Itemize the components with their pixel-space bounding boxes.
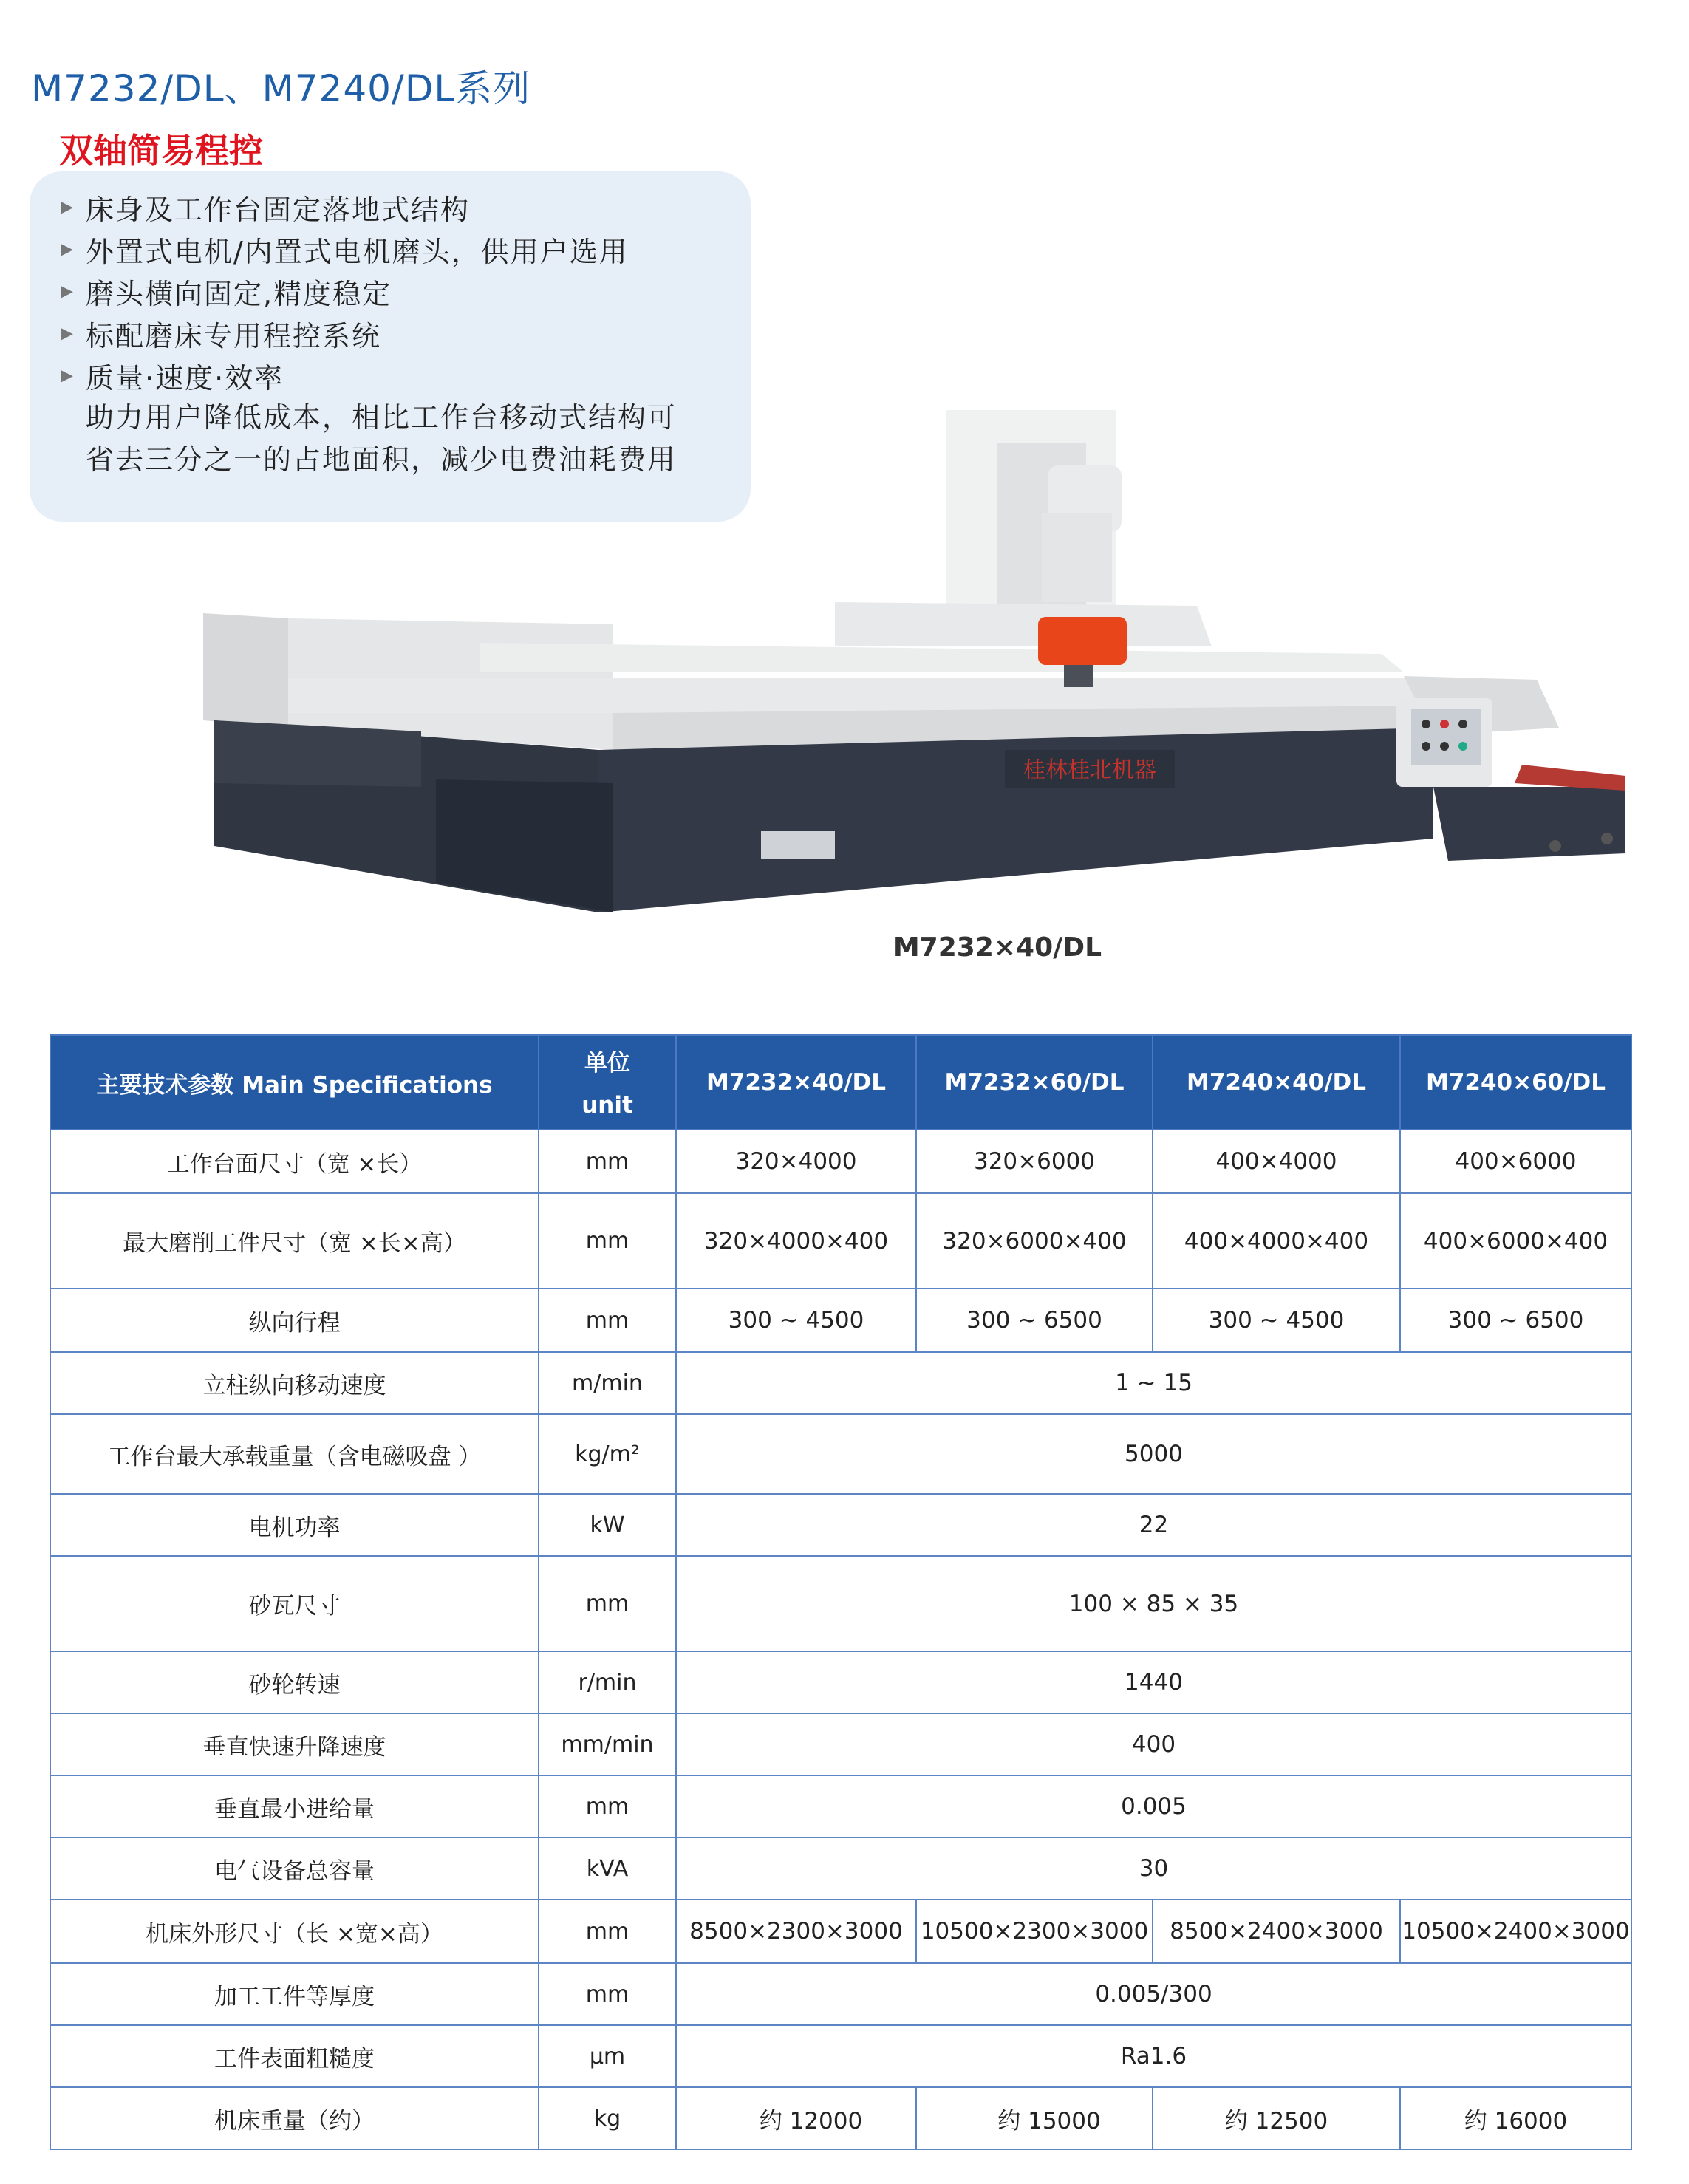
table-row [50, 1289, 1631, 1352]
param-value: 10500×2400×3000 [1400, 1900, 1631, 1963]
table-row [50, 1352, 1631, 1414]
param-name: 电机功率 [50, 1494, 539, 1556]
param-value: 8500×2400×3000 [1153, 1900, 1400, 1963]
param-value: 1440 [676, 1651, 1631, 1713]
feature-item [61, 186, 677, 228]
feature-item [61, 270, 677, 313]
header-unit-en: unit [581, 1092, 633, 1119]
product-subtitle: 双轴简易程控 [59, 131, 263, 171]
triangle-bullet-icon: ▶ [61, 240, 75, 259]
param-name: 砂轮转速 [50, 1651, 539, 1713]
param-unit: kW [539, 1494, 676, 1556]
feature-text: 床身及工作台固定落地式结构 [86, 194, 471, 226]
feature-text: 磨头横向固定,精度稳定 [86, 278, 392, 310]
table-row [50, 1963, 1631, 2025]
param-value: 300 ~ 4500 [1153, 1289, 1400, 1352]
feature-text: 标配磨床专用程控系统 [86, 320, 382, 352]
table-row [50, 1193, 1631, 1289]
param-unit: kg/m² [539, 1414, 676, 1494]
param-value: 22 [676, 1494, 1631, 1556]
brand-plate: 桂林桂北机器 [1023, 757, 1156, 783]
param-name: 纵向行程 [50, 1289, 539, 1352]
param-value: 0.005 [676, 1775, 1631, 1837]
spec-table [50, 1034, 1632, 2150]
triangle-bullet-icon: ▶ [61, 366, 75, 385]
feature-continuation: 省去三分之一的占地面积，减少电费油耗费用 [86, 443, 678, 476]
spec-table-header [50, 1035, 1631, 1130]
param-value: 1 ~ 15 [676, 1352, 1631, 1414]
param-value [676, 2087, 916, 2149]
param-value: 300 ~ 4500 [676, 1289, 916, 1352]
param-value: 10500×2300×3000 [916, 1900, 1153, 1963]
param-unit: mm [539, 1900, 676, 1963]
param-value [916, 2087, 1153, 2149]
param-value: 约 12500 [1153, 2087, 1400, 2149]
param-value: 320×4000×400 [676, 1193, 916, 1289]
param-value: 400×4000 [1153, 1130, 1400, 1193]
table-row [50, 1651, 1631, 1713]
param-value: 100 × 85 × 35 [676, 1556, 1631, 1651]
param-value: 400×6000 [1400, 1130, 1631, 1193]
param-name: 工作台最大承载重量（含电磁吸盘 ） [50, 1414, 539, 1494]
param-unit: mm [539, 1193, 676, 1289]
triangle-bullet-icon: ▶ [61, 282, 75, 301]
param-name: 最大磨削工件尺寸（宽 ×长×高） [50, 1193, 539, 1289]
param-unit: mm [539, 1963, 676, 2025]
param-value: Ra1.6 [676, 2025, 1631, 2087]
weight-value: 约 12000 [759, 2107, 863, 2134]
param-value: 30 [676, 1837, 1631, 1900]
weight-value: 约 15000 [997, 2107, 1101, 2134]
table-row [50, 1130, 1631, 1193]
param-unit: μm [539, 2025, 676, 2087]
param-unit: kg [539, 2087, 676, 2149]
param-unit: kVA [539, 1837, 676, 1900]
param-unit: mm [539, 1556, 676, 1651]
param-unit: m/min [539, 1352, 676, 1414]
triangle-bullet-icon: ▶ [61, 324, 75, 343]
param-unit: mm/min [539, 1713, 676, 1775]
param-name: 砂瓦尺寸 [50, 1556, 539, 1651]
series-title: M7232/DL、M7240/DL系列 [31, 67, 531, 110]
param-value: 320×6000 [916, 1130, 1153, 1193]
header-unit [539, 1035, 676, 1130]
param-value: 0.005/300 [676, 1963, 1631, 2025]
param-value: 400×4000×400 [1153, 1193, 1400, 1289]
feature-item [61, 355, 677, 397]
param-name: 垂直最小进给量 [50, 1775, 539, 1837]
grinding-machine-image [199, 403, 1625, 912]
param-name: 加工工件等厚度 [50, 1963, 539, 2025]
table-row [50, 1494, 1631, 1556]
table-row [50, 1837, 1631, 1900]
param-name: 机床重量（约） [50, 2087, 539, 2149]
triangle-bullet-icon: ▶ [61, 198, 75, 216]
header-model: M7232×60/DL [916, 1035, 1153, 1130]
param-unit: mm [539, 1130, 676, 1193]
table-row [50, 2025, 1631, 2087]
param-value: 320×4000 [676, 1130, 916, 1193]
table-row [50, 1900, 1631, 1963]
param-value: 400×6000×400 [1400, 1193, 1631, 1289]
header-model: M7240×60/DL [1400, 1035, 1631, 1130]
table-row [50, 1556, 1631, 1651]
param-name: 垂直快速升降速度 [50, 1713, 539, 1775]
header-model: M7240×40/DL [1153, 1035, 1400, 1130]
param-value: 300 ~ 6500 [1400, 1289, 1631, 1352]
param-value: 约 16000 [1400, 2087, 1631, 2149]
feature-text: 外置式电机/内置式电机磨头，供用户选用 [86, 236, 629, 268]
param-name: 电气设备总容量 [50, 1837, 539, 1900]
param-unit: mm [539, 1775, 676, 1837]
table-row [50, 1414, 1631, 1494]
param-value: 400 [676, 1713, 1631, 1775]
image-caption: M7232×40/DL [893, 932, 1102, 963]
header-unit-cn: 单位 [584, 1050, 630, 1076]
param-name: 工件表面粗糙度 [50, 2025, 539, 2087]
param-value: 5000 [676, 1414, 1631, 1494]
header-spec: 主要技术参数 Main Specifications [50, 1035, 539, 1130]
table-row [50, 1713, 1631, 1775]
feature-text: 质量·速度·效率 [86, 362, 284, 395]
table-row [50, 2087, 1631, 2149]
param-value: 8500×2300×3000 [676, 1900, 916, 1963]
param-name: 机床外形尺寸（长 ×宽×高） [50, 1900, 539, 1963]
param-value: 300 ~ 6500 [916, 1289, 1153, 1352]
header-model: M7232×40/DL [676, 1035, 916, 1130]
param-value: 320×6000×400 [916, 1193, 1153, 1289]
param-unit: r/min [539, 1651, 676, 1713]
feature-item [61, 313, 677, 355]
feature-continuation: 助力用户降低成本，相比工作台移动式结构可 [86, 401, 678, 434]
param-name: 工作台面尺寸（宽 ×长） [50, 1130, 539, 1193]
table-row [50, 1775, 1631, 1837]
param-name: 立柱纵向移动速度 [50, 1352, 539, 1414]
feature-item [61, 228, 677, 270]
param-unit: mm [539, 1289, 676, 1352]
